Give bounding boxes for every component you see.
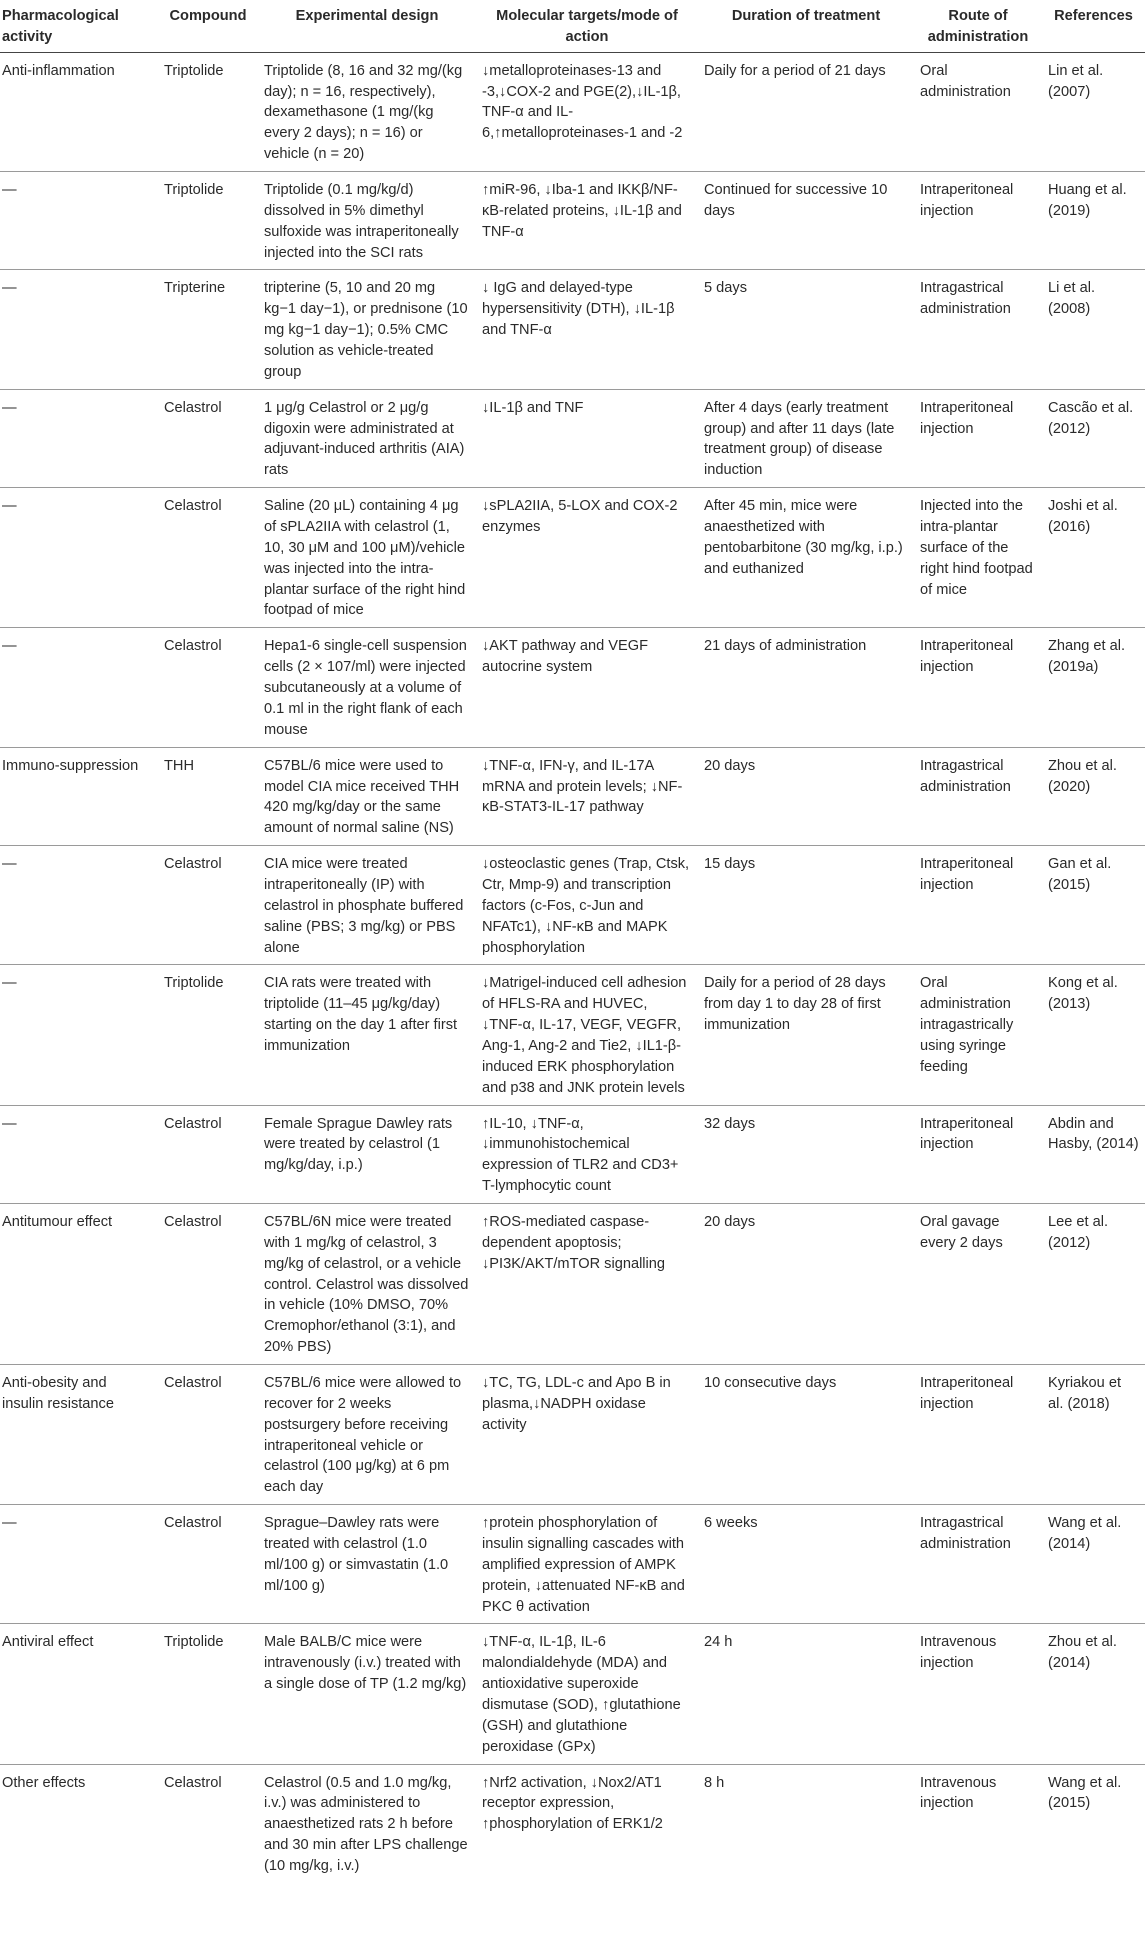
cell-compound: Triptolide <box>158 172 258 270</box>
cell-references: Kong et al. (2013) <box>1042 965 1145 1105</box>
header-row <box>0 0 1145 52</box>
cell-route: Intraperitoneal injection <box>914 628 1042 747</box>
cell-targets: ↑miR-96, ↓Iba-1 and IKKβ/NF-κB-related proteins, ↓IL-1β and TNF-α <box>476 172 698 270</box>
cell-activity: — <box>0 1505 158 1624</box>
table-row <box>0 1105 1145 1203</box>
header-route: Route of administration <box>914 0 1042 52</box>
cell-duration: 5 days <box>698 270 914 389</box>
cell-targets: ↑protein phosphorylation of insulin signalling cascades with amplified expression of AMPK protein, ↓attenuated NF-κB and PKC θ activation <box>476 1505 698 1624</box>
cell-references: Li et al. (2008) <box>1042 270 1145 389</box>
cell-compound: Triptolide <box>158 965 258 1105</box>
cell-route: Intragastrical administration <box>914 747 1042 845</box>
header-targets: Molecular targets/mode of action <box>476 0 698 52</box>
cell-route: Intraperitoneal injection <box>914 389 1042 487</box>
cell-duration: 6 weeks <box>698 1505 914 1624</box>
table-row <box>0 846 1145 965</box>
table-row <box>0 1764 1145 1883</box>
header-references: References <box>1042 0 1145 52</box>
cell-activity: Immuno-suppression <box>0 747 158 845</box>
cell-route: Oral gavage every 2 days <box>914 1203 1042 1364</box>
header-activity: Pharmacological activity <box>0 0 158 52</box>
header-design: Experimental design <box>258 0 476 52</box>
cell-duration: Daily for a period of 28 days from day 1 to day 28 of first immunization <box>698 965 914 1105</box>
cell-duration: After 45 min, mice were anaesthetized with pentobarbitone (30 mg/kg, i.p.) and euthanized <box>698 488 914 628</box>
cell-design: CIA rats were treated with triptolide (11–45 μg/kg/day) starting on the day 1 after first immunization <box>258 965 476 1105</box>
table-row <box>0 965 1145 1105</box>
cell-compound: Celastrol <box>158 1105 258 1203</box>
cell-design: tripterine (5, 10 and 20 mg kg−1 day−1), or prednisone (10 mg kg−1 day−1); 0.5% CMC solution as vehicle-treated group <box>258 270 476 389</box>
cell-targets: ↓ IgG and delayed-type hypersensitivity (DTH), ↓IL-1β and TNF-α <box>476 270 698 389</box>
cell-compound: Celastrol <box>158 1364 258 1504</box>
header-duration: Duration of treatment <box>698 0 914 52</box>
cell-references: Kyriakou et al. (2018) <box>1042 1364 1145 1504</box>
cell-duration: 10 consecutive days <box>698 1364 914 1504</box>
cell-references: Wang et al. (2014) <box>1042 1505 1145 1624</box>
cell-duration: Daily for a period of 21 days <box>698 52 914 171</box>
cell-references: Gan et al. (2015) <box>1042 846 1145 965</box>
cell-targets: ↑IL-10, ↓TNF-α, ↓immunohistochemical expression of TLR2 and CD3+ T-lymphocytic count <box>476 1105 698 1203</box>
cell-activity: — <box>0 389 158 487</box>
cell-references: Huang et al. (2019) <box>1042 172 1145 270</box>
table-body <box>0 52 1145 1883</box>
cell-duration: 20 days <box>698 1203 914 1364</box>
cell-duration: 32 days <box>698 1105 914 1203</box>
cell-compound: Celastrol <box>158 1505 258 1624</box>
cell-targets: ↓TNF-α, IFN-γ, and IL-17A mRNA and protein levels; ↓NF-κB-STAT3-IL-17 pathway <box>476 747 698 845</box>
cell-design: Sprague–Dawley rats were treated with celastrol (1.0 ml/100 g) or simvastatin (1.0 ml/100 g) <box>258 1505 476 1624</box>
cell-targets: ↓IL-1β and TNF <box>476 389 698 487</box>
cell-design: Male BALB/C mice were intravenously (i.v.) treated with a single dose of TP (1.2 mg/kg) <box>258 1624 476 1764</box>
table-row <box>0 747 1145 845</box>
table-row <box>0 1364 1145 1504</box>
cell-design: 1 μg/g Celastrol or 2 μg/g digoxin were administrated at adjuvant-induced arthritis (AIA) rats <box>258 389 476 487</box>
cell-activity: Anti-inflammation <box>0 52 158 171</box>
cell-route: Oral administration intragastrically using syringe feeding <box>914 965 1042 1105</box>
table-row <box>0 389 1145 487</box>
table-row <box>0 1624 1145 1764</box>
cell-targets: ↓AKT pathway and VEGF autocrine system <box>476 628 698 747</box>
cell-targets: ↑Nrf2 activation, ↓Nox2/AT1 receptor expression, ↑phosphorylation of ERK1/2 <box>482 1774 663 1833</box>
cell-design: C57BL/6N mice were treated with 1 mg/kg of celastrol, 3 mg/kg of celastrol, or a vehicle control. Celastrol was dissolved in vehicle (10% DMSO, 70% Cremophor/ethanol (3:1), and 20% PBS) <box>258 1203 476 1364</box>
cell-duration: Continued for successive 10 days <box>698 172 914 270</box>
cell-references: Lin et al. (2007) <box>1042 52 1145 171</box>
cell-references: Wang et al. (2015) <box>1048 1774 1122 1812</box>
cell-references: Zhang et al. (2019a) <box>1042 628 1145 747</box>
cell-route: Intraperitoneal injection <box>914 1364 1042 1504</box>
table-row <box>0 488 1145 628</box>
cell-design: Triptolide (8, 16 and 32 mg/(kg day); n = 16, respectively), dexamethasone (1 mg/(kg every 2 days); n = 16) or vehicle (n = 20) <box>258 52 476 171</box>
cell-route: Intraperitoneal injection <box>914 1105 1042 1203</box>
table-row <box>0 52 1145 171</box>
cell-activity: Other effects <box>2 1774 86 1791</box>
table-row <box>0 270 1145 389</box>
cell-targets: ↓TNF-α, IL-1β, IL-6 malondialdehyde (MDA) and antioxidative superoxide dismutase (SOD), ↑glutathione (GSH) and glutathione peroxidase (GPx) <box>476 1624 698 1764</box>
cell-compound: Triptolide <box>158 52 258 171</box>
cell-compound: THH <box>158 747 258 845</box>
cell-duration: 20 days <box>698 747 914 845</box>
cell-route: Oral administration <box>914 52 1042 171</box>
cell-activity: — <box>0 172 158 270</box>
cell-activity: — <box>0 1105 158 1203</box>
cell-targets: ↓metalloproteinases-13 and -3,↓COX-2 and PGE(2),↓IL-1β, TNF-α and IL-6,↑metalloproteinases-1 and -2 <box>476 52 698 171</box>
cell-references: Cascão et al. (2012) <box>1042 389 1145 487</box>
cell-activity: Antiviral effect <box>0 1624 158 1764</box>
cell-design: Celastrol (0.5 and 1.0 mg/kg, i.v.) was administered to anaesthetized rats 2 h before and 30 min after LPS challenge (10 mg/kg, i.v.) <box>264 1774 468 1875</box>
table-row <box>0 1505 1145 1624</box>
table-row <box>0 1203 1145 1364</box>
cell-targets: ↓osteoclastic genes (Trap, Ctsk, Ctr, Mmp-9) and transcription factors (c-Fos, c-Jun and NFATc1), ↓NF-κB and MAPK phosphorylation <box>476 846 698 965</box>
table-row <box>0 172 1145 270</box>
cell-route: Intravenous injection <box>914 1624 1042 1764</box>
cell-compound: Celastrol <box>158 389 258 487</box>
table-row <box>0 628 1145 747</box>
cell-compound: Tripterine <box>158 270 258 389</box>
cell-route: Intraperitoneal injection <box>914 172 1042 270</box>
cell-duration: 21 days of administration <box>698 628 914 747</box>
cell-targets: ↑ROS-mediated caspase-dependent apoptosis; ↓PI3K/AKT/mTOR signalling <box>476 1203 698 1364</box>
cell-design: Female Sprague Dawley rats were treated by celastrol (1 mg/kg/day, i.p.) <box>258 1105 476 1203</box>
cell-compound: Celastrol <box>158 488 258 628</box>
cell-compound: Celastrol <box>158 628 258 747</box>
cell-activity: Antitumour effect <box>0 1203 158 1364</box>
cell-activity: Anti-obesity and insulin resistance <box>0 1364 158 1504</box>
cell-compound: Celastrol <box>164 1774 222 1791</box>
cell-duration: 24 h <box>698 1624 914 1764</box>
cell-compound: Triptolide <box>158 1624 258 1764</box>
cell-references: Zhou et al. (2014) <box>1042 1624 1145 1764</box>
cell-compound: Celastrol <box>158 1203 258 1364</box>
cell-route: Intraperitoneal injection <box>914 846 1042 965</box>
cell-route: Injected into the intra-plantar surface of the right hind footpad of mice <box>914 488 1042 628</box>
cell-activity: — <box>0 488 158 628</box>
cell-design: C57BL/6 mice were allowed to recover for 2 weeks postsurgery before receiving intraperitoneal vehicle or celastrol (100 μg/kg) at 6 pm each day <box>258 1364 476 1504</box>
cell-design: Hepa1-6 single-cell suspension cells (2 × 107/ml) were injected subcutaneously at a volume of 0.1 ml in the right flank of each mouse <box>258 628 476 747</box>
cell-design: CIA mice were treated intraperitoneally (IP) with celastrol in phosphate buffered saline (PBS; 3 mg/kg) or PBS alone <box>258 846 476 965</box>
cell-design: Triptolide (0.1 mg/kg/d) dissolved in 5% dimethyl sulfoxide was intraperitoneally injected into the SCI rats <box>258 172 476 270</box>
cell-targets: ↓sPLA2IIA, 5-LOX and COX-2 enzymes <box>476 488 698 628</box>
cell-activity: — <box>0 270 158 389</box>
cell-design: Saline (20 μL) containing 4 μg of sPLA2IIA with celastrol (1, 10, 30 μM and 100 μM)/vehicle was injected into the intra-plantar surface of the right hind footpad of mice <box>258 488 476 628</box>
cell-design: C57BL/6 mice were used to model CIA mice received THH 420 mg/kg/day or the same amount of normal saline (NS) <box>258 747 476 845</box>
cell-activity: — <box>0 846 158 965</box>
cell-route: Intragastrical administration <box>914 1505 1042 1624</box>
cell-duration: 15 days <box>698 846 914 965</box>
cell-references: Lee et al. (2012) <box>1042 1203 1145 1364</box>
cell-route: Intragastrical administration <box>914 270 1042 389</box>
cell-duration: After 4 days (early treatment group) and after 11 days (late treatment group) of disease induction <box>698 389 914 487</box>
cell-compound: Celastrol <box>158 846 258 965</box>
cell-activity: — <box>0 628 158 747</box>
cell-route: Intravenous injection <box>920 1774 997 1812</box>
cell-references: Zhou et al. (2020) <box>1042 747 1145 845</box>
cell-references: Joshi et al. (2016) <box>1042 488 1145 628</box>
cell-targets: ↓Matrigel-induced cell adhesion of HFLS-RA and HUVEC, ↓TNF-α, IL-17, VEGF, VEGFR, Ang-1, Ang-2 and Tie2, ↓IL1-β-induced ERK phosphorylation and p38 and JNK protein levels <box>476 965 698 1105</box>
cell-targets: ↓TC, TG, LDL-c and Apo B in plasma,↓NADPH oxidase activity <box>476 1364 698 1504</box>
header-compound: Compound <box>158 0 258 52</box>
cell-references: Abdin and Hasby, (2014) <box>1042 1105 1145 1203</box>
table-header <box>0 0 1145 52</box>
cell-activity: — <box>0 965 158 1105</box>
cell-duration: 8 h <box>704 1774 725 1791</box>
